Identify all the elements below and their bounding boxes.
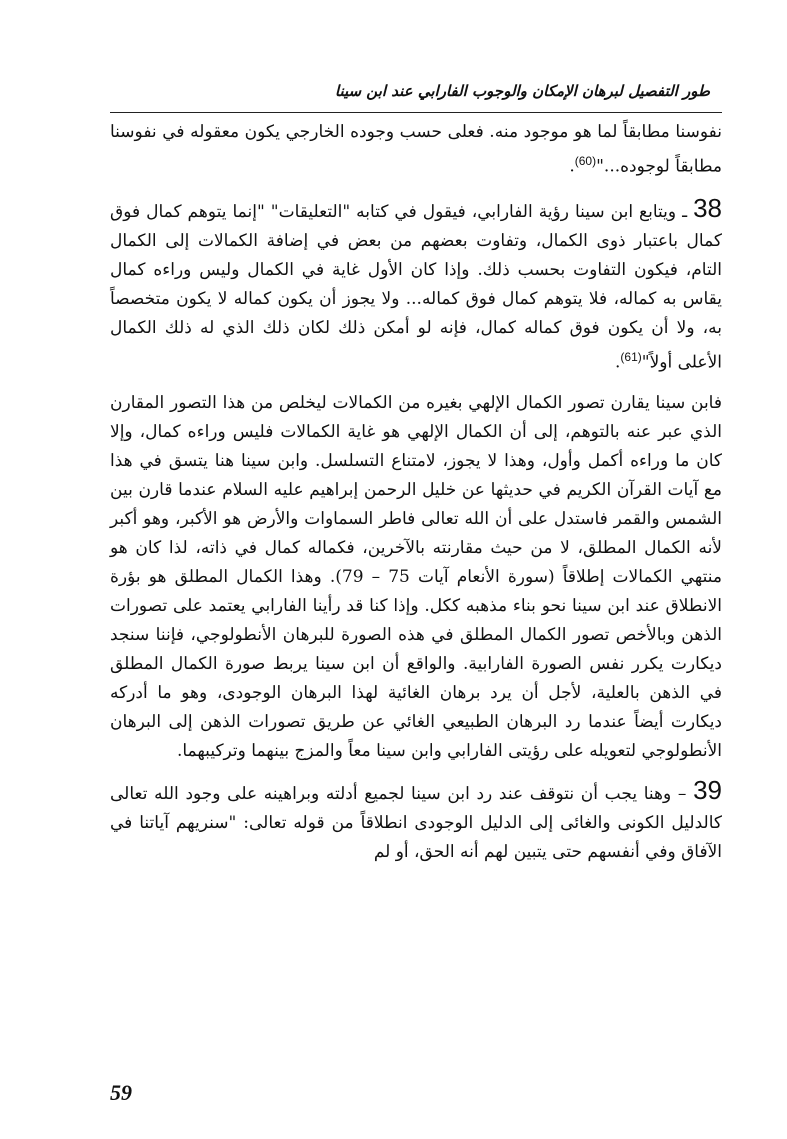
paragraph-number: 39 [693,775,722,806]
paragraph-text: نفوسنا مطابقاً لما هو موجود منه. فعلى حسب وجوده الخارجي يكون معقوله في نفوسنا مطابقاً لوجوده..." [110,122,722,177]
paragraph-gap [110,766,722,776]
footnote-ref: (60) [574,154,597,168]
paragraph-end: . [569,156,575,177]
paragraph-end: . [615,352,621,373]
page-number: 59 [110,1080,132,1105]
running-header: طور التفصيل لبرهان الإمكان والوجوب الفارابي عند ابن سينا [334,82,710,100]
header-divider [110,112,722,113]
paragraph-39 [110,776,722,867]
paragraph-quote-end [110,118,722,182]
page-body [110,118,722,1078]
paragraph-commentary [110,389,722,766]
paragraph-38 [110,194,722,378]
paragraph-number: 38 [693,192,723,223]
paragraph-gap [110,377,722,389]
paragraph-text: ـ ويتابع ابن سينا رؤية الفارابي، فيقول في كتابه "التعليقات" "إنما يتوهم كمال فوق كمال باعتبار ذوى الكمال، وتفاوت بعضهم من بعض في إضافة الكمالات إلى الكمال التام، فيكون التفاوت بحسب ذلك. وإذا كان الأول غاية في الكمال وليس وراءه كمال يقاس به كماله، فلا يتوهم كمال فوق كماله... ولا يجوز أن يكون كماله لا يكون متخصصاً به، ولا أن يكون فوق كماله كمال، فإنه لو أمكن ذلك لكان ذلك الذي له ذلك الكمال الأعلى أولاً" [110,201,722,373]
paragraph-text: – وهنا يجب أن نتوقف عند رد ابن سينا لجميع أدلته وبراهينه على وجود الله تعالى كالدليل الكونى والغائى إلى الدليل الوجودى انطلاقاً من قوله تعالى: "سنريهم آياتنا في الآفاق وفي أنفسهم حتى يتبين لهم أنه الحق، أو لم [110,784,722,863]
paragraph-gap [110,182,722,194]
footnote-ref: (61) [620,349,642,364]
paragraph-text: فابن سينا يقارن تصور الكمال الإلهي بغيره من الكمالات ليخلص من هذا التصور المقارن الذي عبر عنه بالتوهم، إلى أن الكمال الإلهي هو غاية الكمالات فليس وراءه كمال، وإلا كان ما وراءه أكمل وأول، وهذا لا يجوز، لامتناع التسلسل. وابن سينا هنا يتسق في هذا مع آيات القرآن الكريم في حديثها عن خليل الرحمن إبراهيم عليه السلام عندما قارن بين الشمس والقمر فاستدل على أن الله تعالى فاطر السماوات والأرض هو الأكبر، وهو أكبر لأنه الكمال المطلق، لا من حيث مقارنته بالآخرين، فكماله كمال في ذاته، لذا كان هو منتهي الكمالات إطلاقاً (سورة الأنعام آيات 75 – 79). وهذا الكمال المطلق هو بؤرة الانطلاق عند ابن سينا نحو بناء مذهبه ككل. وإذا كنا قد رأينا الفارابي يعتمد على تصورات الذهن وبالأخص تصور الكمال المطلق في هذه الصورة للبرهان الأنطولوجي، فإننا سنجد ديكارت يكرر نفس الصورة الفارابية. والواقع أن ابن سينا يربط صورة الكمال المطلق في الذهن بالعلية، لأجل أن يرد برهان الغائية لهذا البرهان الوجودى، وهو ما أدركه ديكارت أيضاً عندما رد البرهان الطبيعي الغائي عن طريق تصورات الذهن إلى البرهان الأنطولوجي لتعويله على رؤيتى الفارابي وابن سينا معاً والمزج بينهما وتركيبهما. [110,393,722,762]
